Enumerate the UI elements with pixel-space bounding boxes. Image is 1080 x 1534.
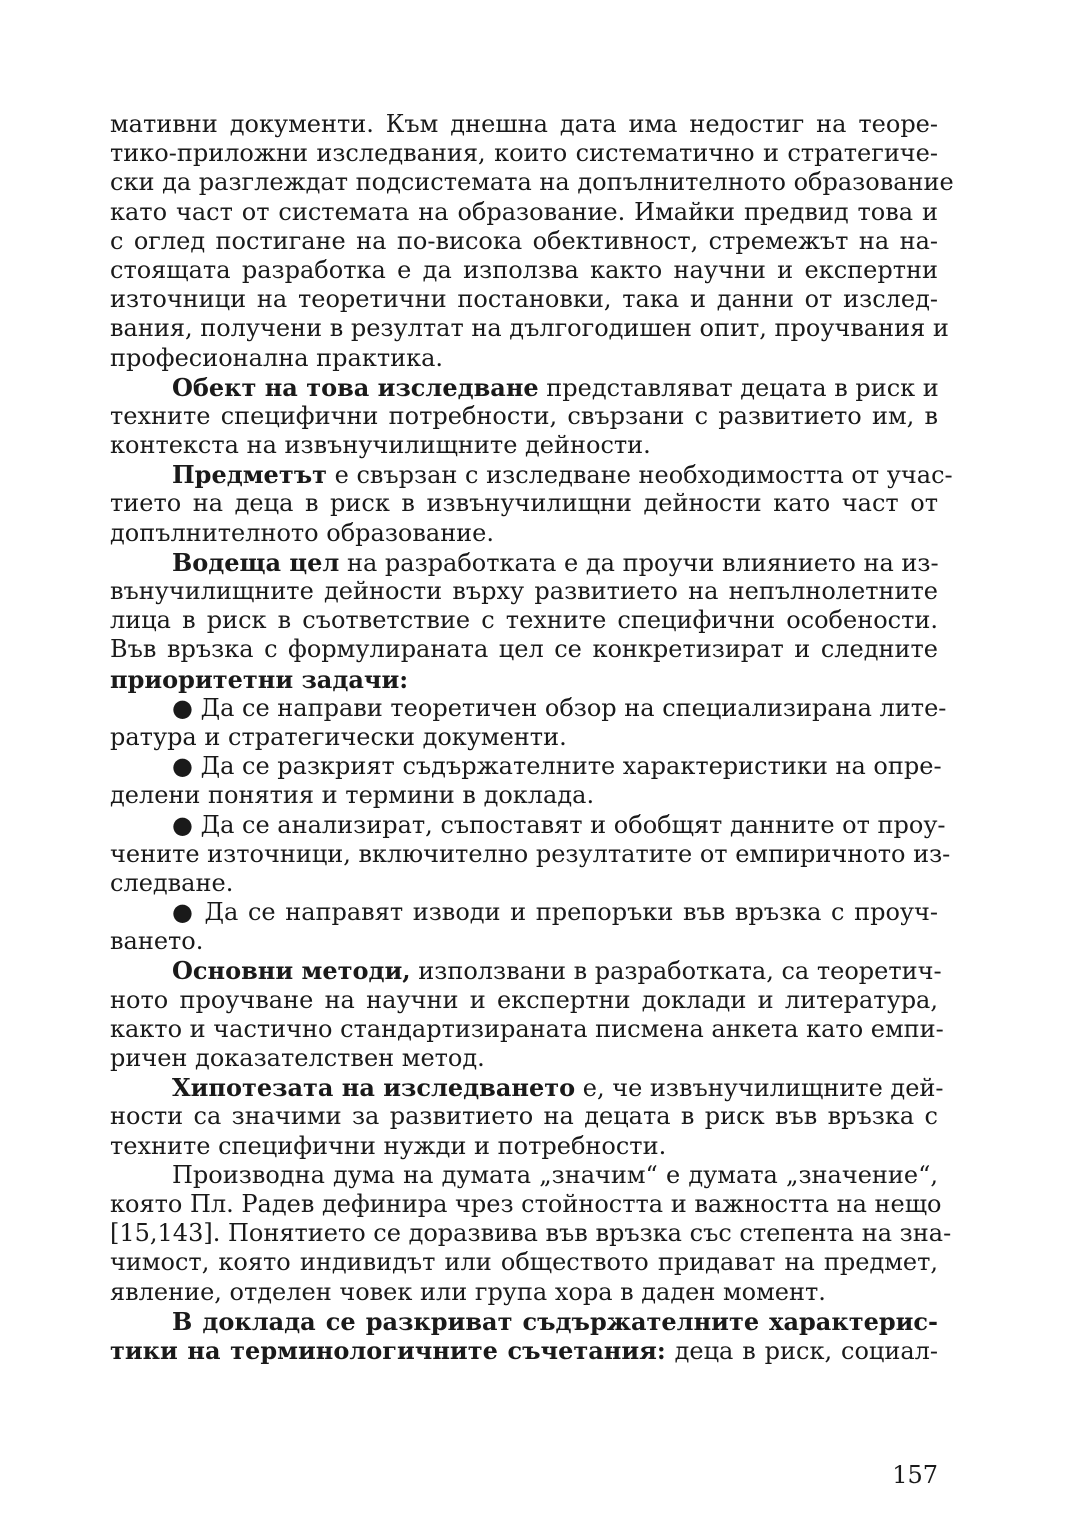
text-line: делени понятия и термини в доклада. bbox=[110, 781, 595, 810]
text-line: ратура и стратегически документи. bbox=[110, 722, 567, 751]
text-line: контекста на извънучилищните дейности. bbox=[110, 431, 651, 460]
text-line: вания, получени в резултат на дългогодишен опит, проучвания и bbox=[110, 314, 949, 343]
bold-term: Обект на това изследване bbox=[172, 372, 539, 402]
page-body bbox=[110, 110, 954, 1365]
text-line: Основни методи, използвани в разработката, са теоретич- bbox=[172, 956, 942, 986]
text-line: Във връзка с формулираната цел се конкретизират и следните bbox=[110, 635, 938, 664]
text-line bbox=[110, 1307, 938, 1336]
text-line: чимост, която индивидът или обществото придават на предмет, bbox=[110, 1248, 938, 1277]
text-line: лица в риск в съответствие с техните специфични особености. bbox=[110, 606, 938, 635]
page-number: 157 bbox=[892, 1461, 938, 1489]
text-line: Обект на това изследване представляват децата в риск и bbox=[172, 372, 939, 402]
text-line: мативни документи. Към днешна дата има недостиг на теоре- bbox=[110, 110, 938, 138]
text-line: вънучилищните дейности върху развитието на непълнолетните bbox=[110, 577, 938, 605]
text-line: стоящата разработка е да използва както научни и експертни bbox=[110, 255, 938, 284]
text-line: като част от системата на образование. Имайки предвид това и bbox=[110, 197, 938, 226]
text-line: с оглед постигане на по-висока обективност, стремежът на на- bbox=[110, 226, 938, 255]
text-line: Хипотезата на изследването е, че извънучилищните дей- bbox=[172, 1073, 944, 1103]
text-line: източници на теоретични постановки, така и данни от изслед- bbox=[110, 285, 938, 314]
text-line: [15,143]. Понятието се доразвива във връзка със степента на зна- bbox=[110, 1219, 952, 1248]
bold-term: Основни методи, bbox=[172, 956, 411, 986]
text-line: тието на деца в риск в извънучилищни дейности като част от bbox=[110, 489, 938, 518]
text-line: явление, отделен човек или група хора в даден момент. bbox=[110, 1277, 826, 1306]
text-line: следване. bbox=[110, 868, 234, 897]
bold-term: Хипотезата на изследването bbox=[172, 1073, 576, 1103]
bullet-line: ● Да се разкрият съдържателните характеристики на опре- bbox=[172, 752, 942, 781]
text-line: Производна дума на думата „значим“ е думата „значение“, bbox=[172, 1160, 938, 1189]
text-line: ности са значими за развитието на децата в риск във връзка с bbox=[110, 1102, 938, 1131]
text-line: ването. bbox=[110, 927, 204, 956]
bold-term: Предметът bbox=[172, 460, 327, 490]
text-line: ното проучване на научни и експертни доклади и литература, bbox=[110, 985, 938, 1014]
text-line: допълнителното образование. bbox=[110, 518, 495, 547]
text-line: професионална практика. bbox=[110, 343, 444, 372]
text-line: техните специфични нужди и потребности. bbox=[110, 1131, 667, 1160]
text-line: ричен доказателствен метод. bbox=[110, 1044, 485, 1072]
bold-term: В доклада се разкриват съдържателните характерис- bbox=[172, 1306, 938, 1336]
bold-term: Водеща цел bbox=[172, 547, 340, 577]
bold-term: приоритетни задачи: bbox=[110, 664, 409, 694]
text-line: както и частично стандартизираната писмена анкета като емпи- bbox=[110, 1014, 944, 1043]
text-line: която Пл. Радев дефинира чрез стойността и важността на нещо bbox=[110, 1189, 942, 1218]
text-line bbox=[110, 665, 938, 694]
text-line: тико-приложни изследвания, които систематично и стратегиче- bbox=[110, 139, 938, 168]
bullet-line: ● Да се анализират, съпоставят и обобщят данните от проу- bbox=[172, 810, 946, 839]
text-line: чените източници, включително резултатите от емпиричното из- bbox=[110, 839, 951, 868]
text-line: ски да разглеждат подсистемата на допълнителното образование bbox=[110, 168, 954, 197]
text-line: Водеща цел на разработката е да проучи влиянието на из- bbox=[172, 547, 939, 577]
bold-term: тики на терминологичните съчетания: bbox=[110, 1335, 666, 1365]
bullet-line: ● Да се направи теоретичен обзор на специализирана лите- bbox=[172, 693, 947, 722]
text-line: Предметът е свързан с изследване необходимостта от учас- bbox=[172, 460, 953, 490]
bullet-line: ● Да се направят изводи и препоръки във връзка с проуч- bbox=[172, 898, 938, 927]
text-line: тики на терминологичните съчетания: деца в риск, социал- bbox=[110, 1335, 938, 1365]
text-line: техните специфични потребности, свързани с развитието им, в bbox=[110, 401, 938, 430]
